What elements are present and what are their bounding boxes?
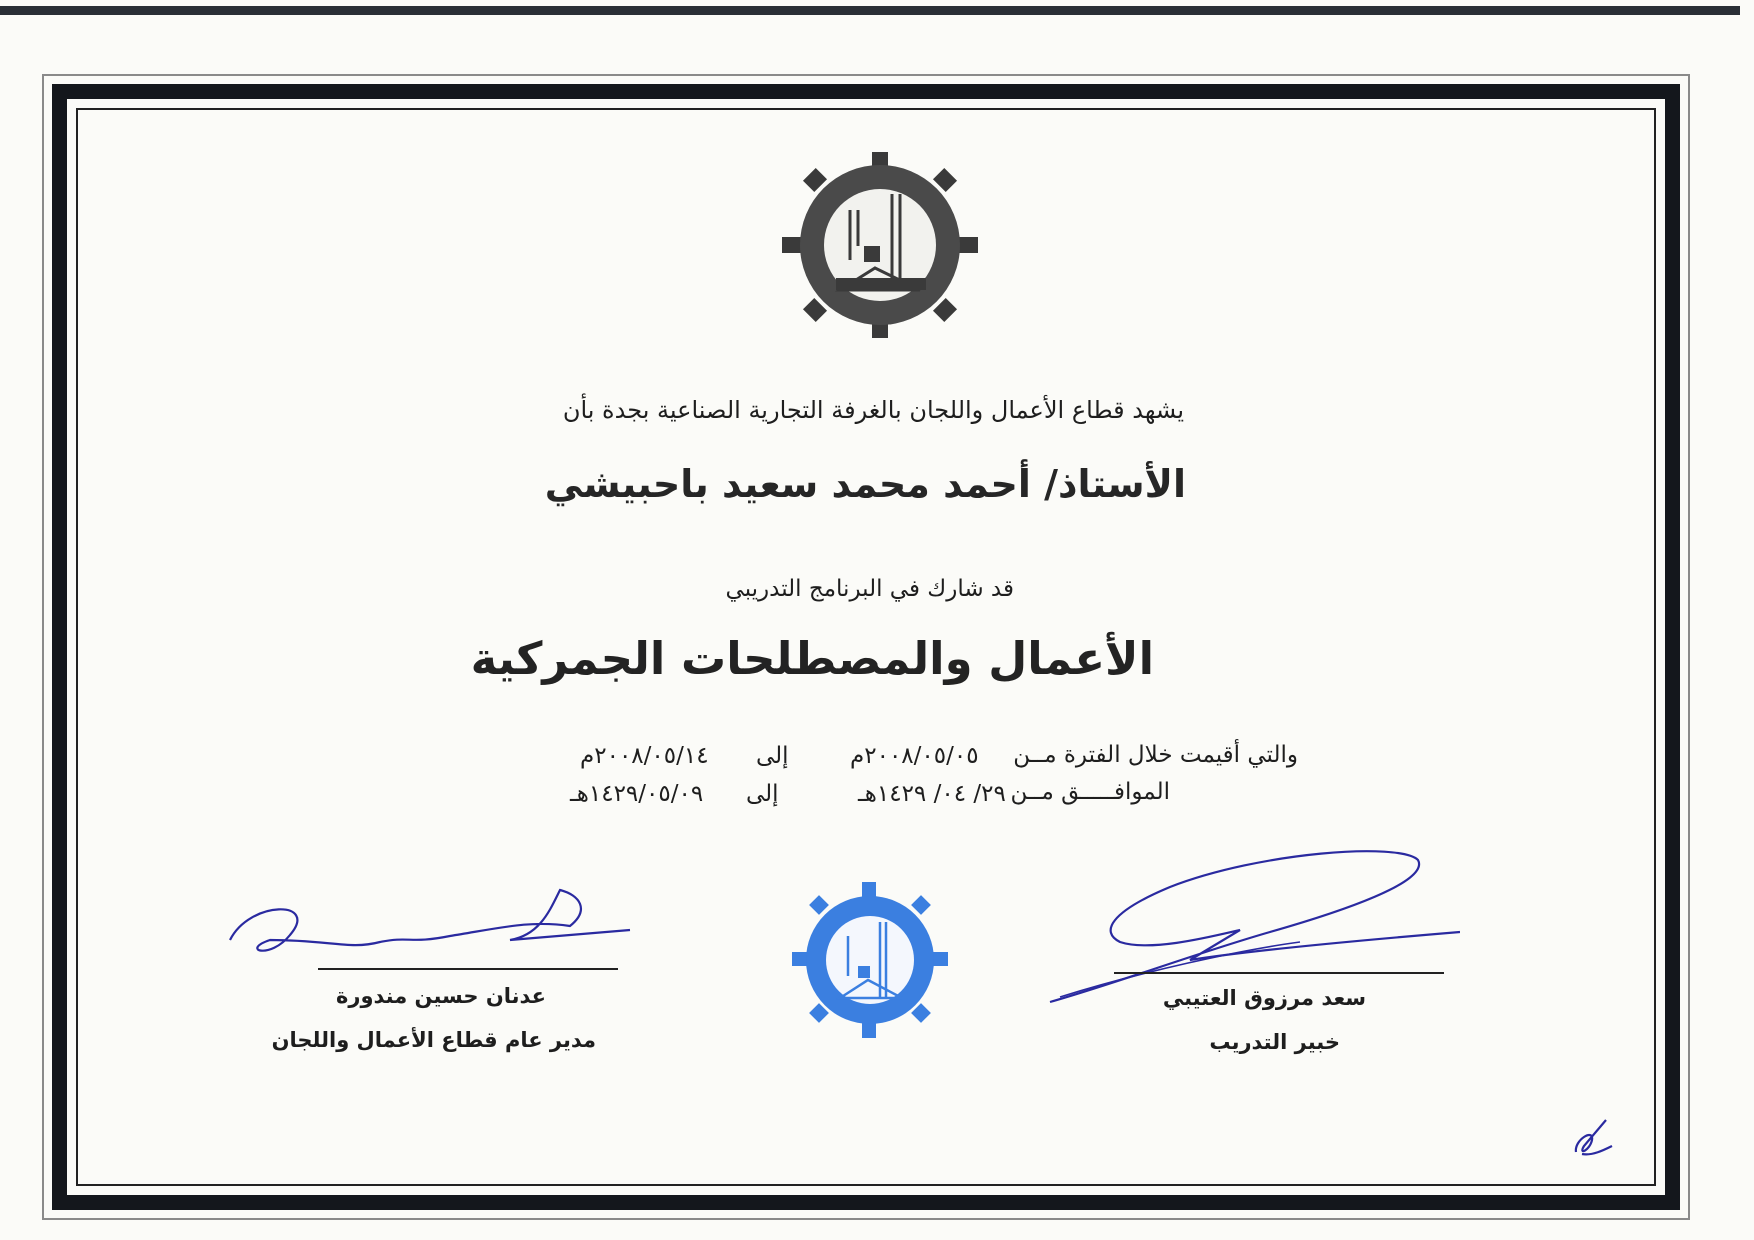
to-label: إلى [756,743,789,769]
program-title: الأعمال والمصطلحات الجمركية [470,632,1154,685]
participation-statement: قد شارك في البرنامج التدريبي [725,576,1014,602]
chamber-logo [780,150,980,340]
hijri-start-date: ٢٩/ ٠٤/ ١٤٢٩هـ [858,781,1006,807]
hijri-end-date: ١٤٢٩/٠٥/٠٩هـ [570,781,704,807]
chamber-stamp [790,880,950,1040]
to-label: إلى [746,781,779,807]
gregorian-end-date: ٢٠٠٨/٠٥/١٤م [580,743,709,769]
hijri-label: الموافـــــق مــن [1010,779,1170,805]
left-signature [210,880,650,980]
period-label: والتي أقيمت خلال الفترة مــن [1013,742,1298,768]
initials-mark [1568,1110,1616,1162]
recipient-name: الأستاذ/ أحمد محمد سعيد باحبيشي [544,462,1186,506]
right-signature-line [1114,972,1444,974]
gregorian-start-date: ٢٠٠٨/٠٥/٠٥م [850,743,979,769]
certifying-statement: يشهد قطاع الأعمال واللجان بالغرفة التجارية الصناعية بجدة بأن [562,396,1184,424]
left-signatory-name: عدنان حسين مندورة [335,984,546,1008]
right-signatory-name: سعد مرزوق العتيبي [1162,986,1366,1010]
scan-top-edge [0,6,1740,15]
right-signatory-title: خبير التدريب [1209,1030,1340,1054]
left-signature-line [318,968,618,970]
left-signatory-title: مدير عام قطاع الأعمال واللجان [271,1028,596,1052]
